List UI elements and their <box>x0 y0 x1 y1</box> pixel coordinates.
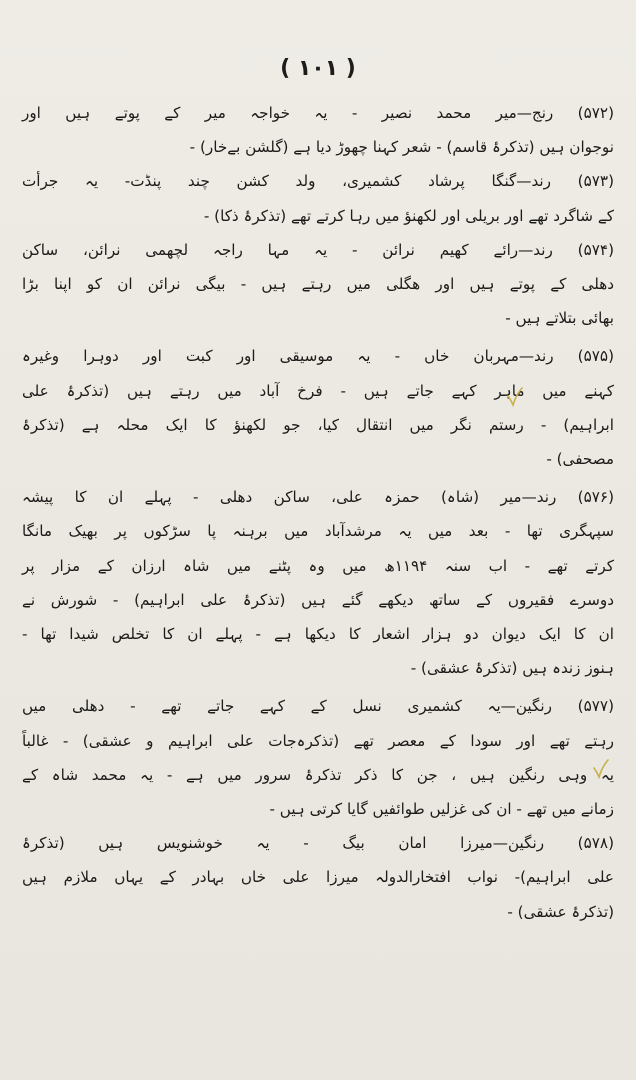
text-line: دھلی کے پوتے ہیں اور ھگلی میں رہتے ہیں - بیگی نرائن ان کو اپنا بڑا <box>22 275 614 294</box>
text-line: زمانے میں تھے - ان کی غزلیں طوائفیں گایا کرتی ہیں - <box>269 800 614 819</box>
text-line: (تذکرۂ عشقی) - <box>507 902 614 921</box>
text-line: علی ابراہیم)- نواب افتخارالدولہ میرزا علی خاں بہادر کے یہاں ملازم ہیں <box>22 868 614 887</box>
text-line: یہ وہی رنگین ہیں ، جن کا ذکر تذکرۂ سرور میں ہے - یہ محمد شاہ کے <box>22 765 614 784</box>
text-line: کے شاگرد تھے اور بریلی اور لکھنؤ میں رہا کرتے تھے (تذکرۂ ذکا) - <box>203 206 614 225</box>
text-line: دوسرے فقیروں کے ساتھ دیکھے گئے ہیں (تذکرۂ علی ابراہیم) - شورش نے <box>22 590 614 609</box>
text-line: ابراہیم) - رستم نگر میں انتقال کیا، جو لکھنؤ کا ایک محلہ ہے (تذکرۂ <box>22 415 614 434</box>
page-text <box>22 96 614 929</box>
text-line: (۵۷۷) رنگین—یہ کشمیری نسل کے کہے جاتے تھے - دھلی میں <box>22 697 614 716</box>
entry-574 <box>22 233 614 336</box>
text-line: ان کا ایک دیوان دو ہزار اشعار کا دیکھا ہے - پہلے ان کا تخلص شیدا تھا - <box>22 625 614 644</box>
text-line: (۵۷۲) رنج—میر محمد نصیر - یہ خواجہ میر کے پوتے ہیں اور <box>22 104 614 122</box>
entry-575 <box>22 339 614 476</box>
text-line: رہتے تھے اور سودا کے معصر تھے (تذکرہ‌جات علی ابراہیم و عشقی) - غالباً <box>22 731 614 750</box>
text-line: نوجوان ہیں (تذکرۂ قاسم) - شعر کہنا چھوڑ دیا ہے (گلشن بےخار) - <box>189 138 614 157</box>
text-line: (۵۷۸) رنگین—میرزا امان بیگ - یہ خوشنویس ہیں (تذکرۂ <box>22 834 614 853</box>
text-line: (۵۷۴) رند—رائے کھیم نرائن - یہ مہا راجہ لچھمی نرائن، ساکن <box>22 240 614 259</box>
text-line: ہنوز زندہ ہیں (تذکرۂ عشقی) - <box>410 659 614 678</box>
entry-572 <box>22 96 614 164</box>
entry-578 <box>22 826 614 929</box>
pencil-tick-icon <box>506 386 524 408</box>
entry-576 <box>22 480 614 685</box>
text-line: بھائی بتلاتے ہیں - <box>505 309 614 328</box>
text-line: کہنے میں ماہر کہے جاتے ہیں - فرخ آباد میں رہتے ہیں (تذکرۂ علی <box>22 381 614 400</box>
text-line: مصحفی) - <box>546 450 614 469</box>
text-line: (۵۷۳) رند—گنگا پرشاد کشمیری، ولد کشن چند پنڈت- یہ جرأت <box>22 172 614 191</box>
text-line: (۵۷۶) رند—میر (شاہ) حمزہ علی، ساکن دھلی - پہلے ان کا پیشہ <box>22 488 614 507</box>
text-line: (۵۷۵) رند—مہربان خاں - یہ موسیقی اور کبت اور دوہرا وغیرہ <box>22 347 614 366</box>
entry-573 <box>22 164 614 232</box>
text-line: سپہگری تھا - بعد میں یہ مرشدآباد میں برہنہ پا سڑکوں پر بھیک مانگا <box>22 522 614 541</box>
pencil-tick-icon <box>592 758 610 780</box>
page-number: ( ۱۰۱ ) <box>280 56 356 81</box>
entry-577 <box>22 689 614 826</box>
text-line: کرتے تھے - اب سنہ ۱۱۹۴ھ میں وہ پٹنے میں شاہ ارزان کے مزار پر <box>22 556 614 575</box>
